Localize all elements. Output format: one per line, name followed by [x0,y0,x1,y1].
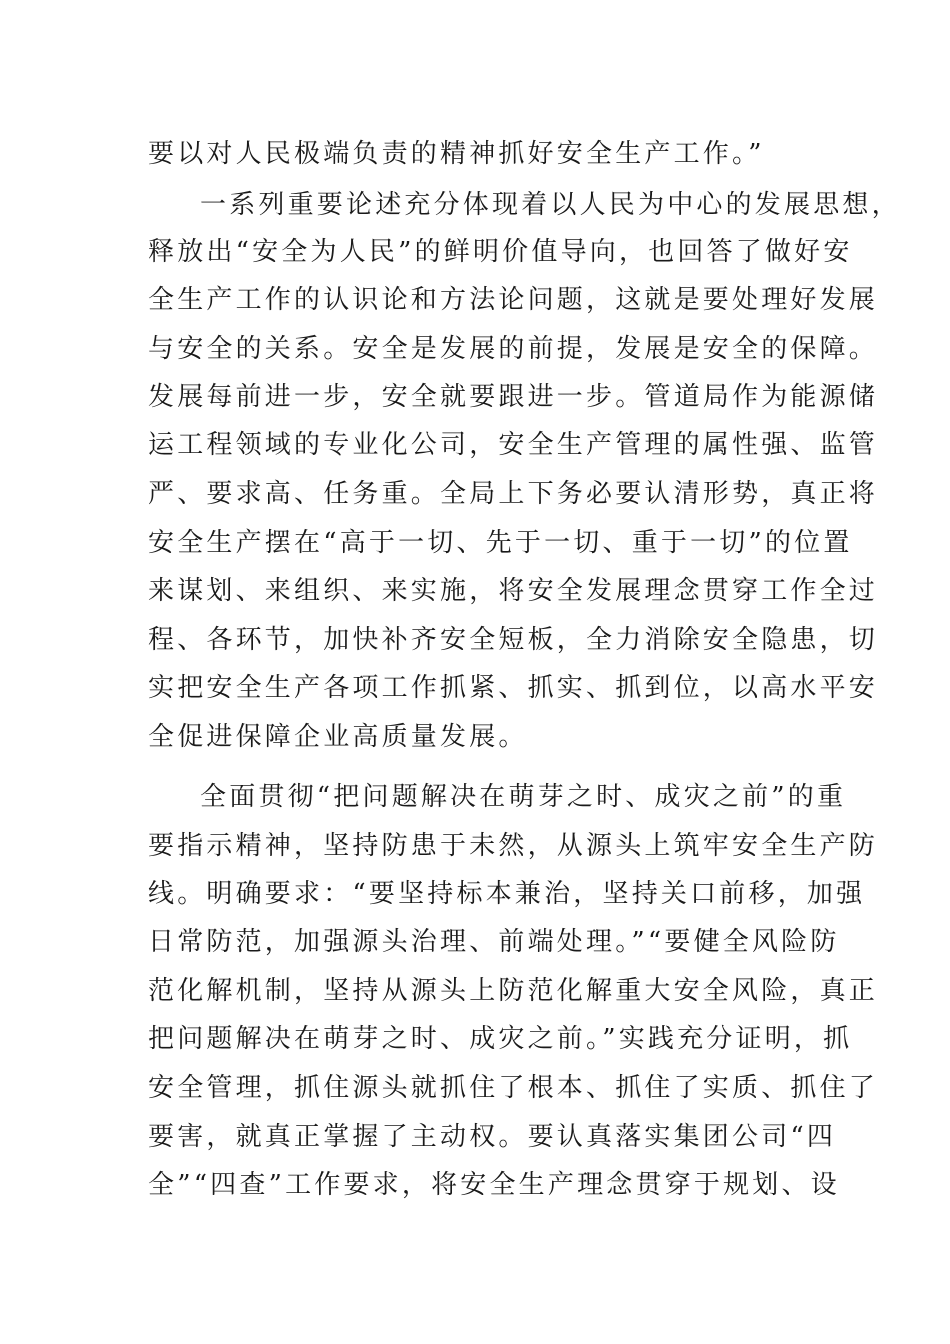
text-line: 来谋划、来组织、来实施，将安全发展理念贯穿工作全过 [148,576,879,606]
text-line: 运工程领域的专业化公司，安全生产管理的属性强、监管 [148,430,879,460]
text-line: 程、各环节，加快补齐安全短板，全力消除安全隐患，切 [148,625,879,655]
paragraph-first-line: 一系列重要论述充分体现着以人民为中心的发展思想， [200,190,901,220]
text-line: 全”“四查”工作要求，将安全生产理念贯穿于规划、设 [148,1170,840,1200]
text-line: 实把安全生产各项工作抓紧、抓实、抓到位，以高水平安 [148,673,879,703]
text-line: 释放出“安全为人民”的鲜明价值导向，也回答了做好安 [148,237,853,267]
text-line: 范化解机制，坚持从源头上防范化解重大安全风险，真正 [148,976,879,1006]
text-line: 把问题解决在萌芽之时、成灾之前。”实践充分证明，抓 [148,1024,853,1054]
text-line: 全促进保障企业高质量发展。 [148,722,528,752]
text-line: 要以对人民极端负责的精神抓好安全生产工作。” [148,139,765,169]
text-line: 要害，就真正掌握了主动权。要认真落实集团公司“四 [148,1122,837,1152]
text-line: 与安全的关系。安全是发展的前提，发展是安全的保障。 [148,334,879,364]
text-line: 要指示精神，坚持防患于未然，从源头上筑牢安全生产防 [148,831,879,861]
text-line: 严、要求高、任务重。全局上下务必要认清形势，真正将 [148,479,879,509]
paragraph-first-line: 全面贯彻“把问题解决在萌芽之时、成灾之前”的重 [200,782,847,812]
text-line: 安全管理，抓住源头就抓住了根本、抓住了实质、抓住了 [148,1073,879,1103]
text-line: 安全生产摆在“高于一切、先于一切、重于一切”的位置 [148,528,853,558]
text-line: 线。明确要求：“要坚持标本兼治，坚持关口前移，加强 [148,879,866,909]
text-line: 发展每前进一步，安全就要跟进一步。管道局作为能源储 [148,382,879,412]
text-line: 全生产工作的认识论和方法论问题，这就是要处理好发展 [148,285,879,315]
text-line: 日常防范，加强源头治理、前端处理。”“要健全风险防 [148,927,840,957]
